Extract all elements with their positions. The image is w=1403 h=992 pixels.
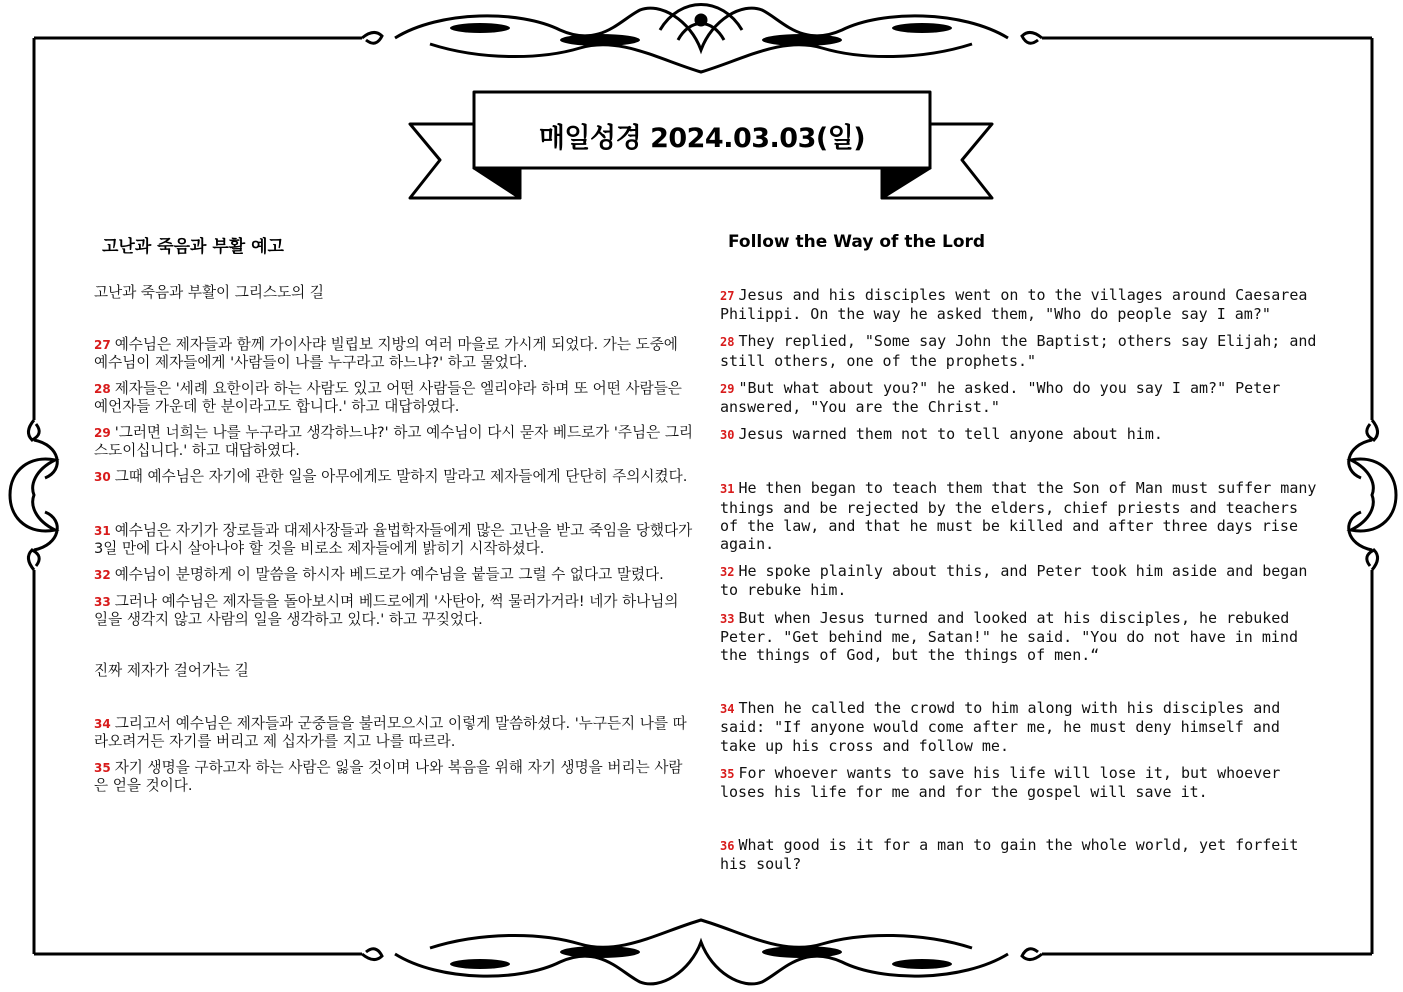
verse-number: 35 <box>94 761 111 775</box>
left-column-heading: 고난과 죽음과 부활 예고 <box>102 237 284 257</box>
verse-number: 33 <box>94 595 111 609</box>
verse-text: 예수님은 자기가 장로들과 대제사장들과 율법학자들에게 많은 고난을 받고 죽임을 당했다가 3일 만에 다시 살아나야 할 것을 비로소 제자들에게 밝히기 시작하셨다. <box>94 522 693 557</box>
verse-number: 31 <box>720 482 735 497</box>
verse-text: '그러면 너희는 나를 누구라고 생각하느냐?' 하고 예수님이 다시 묻자 베드로가 '주님은 그리스도이십니다.' 하고 대답하였다. <box>94 424 694 459</box>
verse <box>720 425 1320 444</box>
right-flourish-icon <box>1349 420 1396 570</box>
verse-number: 34 <box>94 717 111 731</box>
verse <box>720 286 1320 323</box>
verse-number: 27 <box>720 289 735 303</box>
verse <box>94 593 694 628</box>
verse-text: 예수님은 제자들과 함께 가이사랴 빌립보 지방의 여러 마을로 가시게 되었다. 가는 도중에 예수님이 제자들에게 '사람들이 나를 누구라고 하느냐?' 하고 물었다. <box>94 336 678 371</box>
verse-text: Jesus warned them not to tell anyone about him. <box>738 425 1163 444</box>
verse-text: What good is it for a man to gain the whole world, yet forfeit his soul? <box>720 836 1299 874</box>
verse-text: For whoever wants to save his life will lose it, but whoever loses his life for me and for the gospel will save it. <box>720 763 1281 802</box>
verse <box>94 522 694 557</box>
section-subheading: 고난과 죽음과 부활이 그리스도의 길 <box>94 284 325 301</box>
verse-text: 그리고서 예수님은 제자들과 군중들을 불러모으시고 이렇게 말씀하셨다. '누구든지 나를 따라오려거든 자기를 버리고 제 십자가를 지고 나를 따르라. <box>94 715 687 750</box>
verse <box>720 479 1320 553</box>
verse <box>94 424 694 459</box>
verse-number: 35 <box>720 766 735 781</box>
verse-number: 34 <box>720 702 735 717</box>
verse <box>94 336 694 371</box>
verse-number: 29 <box>720 381 735 396</box>
bottom-flourish-icon <box>362 920 1042 984</box>
verse-number: 33 <box>720 611 735 626</box>
verse-number: 30 <box>94 470 111 484</box>
verse <box>720 609 1320 665</box>
verse-text: 예수님이 분명하게 이 말씀을 하시자 베드로가 예수님을 붙들고 그럴 수 없다고 말렸다. <box>114 566 664 583</box>
verse <box>94 468 694 486</box>
page-title: 매일성경 2024.03.03(일) <box>538 122 866 154</box>
verse-number: 30 <box>720 428 735 443</box>
korean-passage <box>94 284 694 794</box>
verse-text: 그때 예수님은 자기에 관한 일을 아무에게도 말하지 말라고 제자들에게 단단히 주의시켰다. <box>114 468 688 485</box>
verse <box>94 566 694 584</box>
verse-text: Then he called the crowd to him along with his disciples and said: "If anyone would come after me, he must deny himself and take up his cross and follow me. <box>720 699 1281 755</box>
right-column-heading: Follow the Way of the Lord <box>728 232 986 252</box>
verse <box>720 764 1320 801</box>
verse-text: 자기 생명을 구하고자 하는 사람은 잃을 것이며 나와 복음을 위해 자기 생명을 버리는 사람은 얻을 것이다. <box>94 759 683 794</box>
verse-number: 27 <box>94 338 111 352</box>
verse <box>720 379 1320 416</box>
verse-number: 31 <box>94 524 111 538</box>
top-flourish-icon <box>362 5 1042 73</box>
verse-number: 32 <box>94 568 111 582</box>
verse-text: He spoke plainly about this, and Peter took him aside and began to rebuke him. <box>720 562 1308 600</box>
verse-number: 28 <box>94 382 111 396</box>
verse <box>720 562 1320 599</box>
english-passage <box>720 286 1320 874</box>
left-flourish-icon <box>10 420 57 570</box>
verse <box>94 759 694 794</box>
verse-text: Jesus and his disciples went on to the villages around Caesarea Philippi. On the way he asked them, "Who do people say I am?" <box>720 286 1308 324</box>
verse-number: 32 <box>720 565 735 580</box>
verse <box>720 699 1320 755</box>
verse <box>720 332 1320 369</box>
verse-text: 제자들은 '세례 요한이라 하는 사람도 있고 어떤 사람들은 엘리야라 하며 또 어떤 사람들은 예언자들 가운데 한 분이라고도 합니다.' 하고 대답하였다. <box>94 380 682 415</box>
verse <box>720 836 1320 873</box>
verse-number: 28 <box>720 335 735 350</box>
verse <box>94 715 694 750</box>
section-subheading: 진짜 제자가 걸어가는 길 <box>94 662 249 679</box>
verse-text: "But what about you?" he asked. "Who do you say I am?" Peter answered, "You are the Christ." <box>720 378 1281 417</box>
verse-text: They replied, "Some say John the Baptist; others say Elijah; and still others, one of the prophets." <box>720 332 1317 370</box>
verse <box>94 380 694 415</box>
verse-text: But when Jesus turned and looked at his disciples, he rebuked Peter. "Get behind me, Satan!" he said. "You do not have in mind the things of God, but the things of men.“ <box>720 608 1298 665</box>
verse-number: 36 <box>720 839 735 854</box>
verse-text: He then began to teach them that the Son of Man must suffer many things and be rejected by the elders, chief priests and teachers of the law, and that he must be killed and after three days rise again. <box>720 479 1317 554</box>
verse-text: 그러나 예수님은 제자들을 돌아보시며 베드로에게 '사탄아, 썩 물러가거라! 네가 하나님의 일을 생각지 않고 사람의 일을 생각하고 있다.' 하고 꾸짖었다. <box>94 593 679 628</box>
verse-number: 29 <box>94 426 111 440</box>
